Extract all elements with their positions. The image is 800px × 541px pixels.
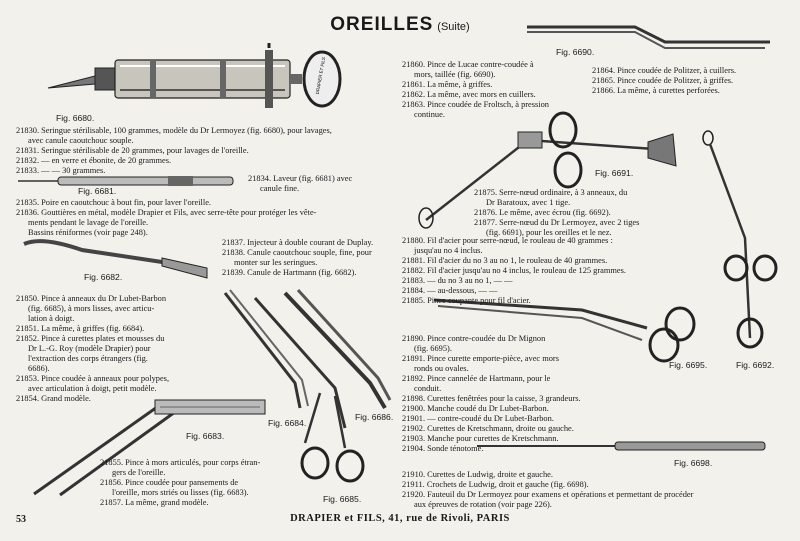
- entry: 21852. Pince à curettes plates et mousses du: [16, 334, 165, 343]
- fig-6691: Fig. 6691.: [595, 168, 634, 178]
- entry: 21863. Pince coudée de Froltsch, à pression: [402, 100, 549, 109]
- left-block-1: [16, 126, 396, 176]
- entry: 21861. La même, à griffes.: [402, 80, 493, 89]
- entry: ronds ou ovales.: [414, 364, 469, 373]
- entry: 21853. Pince coudée à anneaux pour polypes,: [16, 374, 170, 383]
- serre-noeud-vertical-illustration: [700, 128, 780, 358]
- fig-6692: Fig. 6692.: [736, 360, 775, 370]
- entry: 21890. Pince contre-coudée du Dr Mignon: [402, 334, 546, 343]
- syringe-illustration: [40, 40, 340, 110]
- entry: 21839. Canule de Hartmann (fig. 6682).: [222, 268, 357, 277]
- entry: 21837. Injecteur à double courant de Duplay.: [222, 238, 374, 247]
- right-block-2: [592, 66, 736, 96]
- left-block-3: [16, 198, 316, 238]
- entry: 21875. Serre-nœud ordinaire, à 3 anneaux, du: [474, 188, 628, 197]
- entry: 21860. Pince de Lucae contre-coudée à: [402, 60, 534, 69]
- right-block-1: [402, 60, 549, 120]
- publisher-footer: DRAPIER et FILS, 41, rue de Rivoli, PARIS: [290, 513, 510, 524]
- entry: canule fine.: [260, 184, 300, 193]
- entry: 21891. Pince curette emporte-pièce, avec mors: [402, 354, 559, 363]
- entry: 21831. Seringue stérilisable de 20 grammes, pour lavages de l'oreille.: [16, 146, 249, 155]
- entry: 21832. — en verre et ébonite, de 20 grammes.: [16, 156, 172, 165]
- entry: 21862. La même, avec mors en cuillers.: [402, 90, 536, 99]
- entry: avec canule caoutchouc souple.: [28, 136, 134, 145]
- page-number: 53: [16, 514, 26, 525]
- entry: 21833. — — 30 grammes.: [16, 166, 106, 175]
- entry: 21882. Fil d'acier jusqu'au no 4 inclus, le rouleau de 125 grammes.: [402, 266, 626, 275]
- syringe-engraving: DRAPIER ET FILS: [314, 56, 327, 95]
- entry: Bassins réniformes (voir page 248).: [28, 228, 148, 237]
- entry: 21865. Pince coudée de Politzer, à griffes.: [592, 76, 734, 85]
- entry: 21880. Fil d'acier pour serre-nœud, le rouleau de 40 grammes :: [402, 236, 613, 245]
- right-block-4: [402, 236, 626, 306]
- entry: 21901. — contre-coudé du Dr Lubet-Barbon.: [402, 414, 554, 423]
- entry: continue.: [414, 110, 445, 119]
- entry: Dr Baratoux, avec 1 tige.: [486, 198, 571, 207]
- entry: 21911. Crochets de Ludwig, droit et gauche (fig. 6698).: [402, 480, 589, 489]
- entry: 6686).: [28, 364, 50, 373]
- fig-6695: Fig. 6695.: [669, 360, 708, 370]
- entry: 21883. — du no 3 au no 1, — —: [402, 276, 513, 285]
- entry: 21885. Pince coupante pour fil d'acier.: [402, 296, 531, 305]
- entry: avec articulation à doigt, petit modèle.: [28, 384, 157, 393]
- entry: (fig. 6685), à mors lisses, avec articu-: [28, 304, 155, 313]
- entry: 21902. Curettes de Kretschmann, droite ou gauche.: [402, 424, 574, 433]
- entry: 21920. Fauteuil du Dr Lermoyez pour examens et opérations et permettant de procéder: [402, 490, 694, 499]
- left-block-5: [16, 294, 169, 404]
- fig-6686: Fig. 6686.: [355, 412, 394, 422]
- entry: mors, taillée (fig. 6690).: [414, 70, 496, 79]
- right-block-3: [474, 188, 639, 238]
- entry: 21884. — au-dessous, — —: [402, 286, 498, 295]
- entry: 21903. Manche pour curettes de Kretschmann.: [402, 434, 559, 443]
- fig-6681: Fig. 6681.: [78, 186, 117, 196]
- entry: jusqu'au no 4 inclus.: [414, 246, 483, 255]
- fig-6685: Fig. 6685.: [323, 494, 362, 504]
- entry: aux épreuves de rotation (voir page 226).: [414, 500, 552, 509]
- entry: 21838. Canule caoutchouc souple, fine, pour: [222, 248, 372, 257]
- laveur-illustration: [18, 174, 238, 188]
- entry: gers de l'oreille.: [112, 468, 166, 477]
- entry: 21830. Seringue stérilisable, 100 grammes, modèle du Dr Lermoyez (fig. 6680), pour lavages,: [16, 126, 332, 135]
- entry: 21900. Manche coudé du Dr Lubet-Barbon.: [402, 404, 549, 413]
- entry: 21866. La même, à curettes perforées.: [592, 86, 720, 95]
- entry: (fig. 6691), pour les oreilles et le nez.: [486, 228, 612, 237]
- entry: (fig. 6695).: [414, 344, 452, 353]
- entry: 21892. Pince cannelée de Hartmann, pour le: [402, 374, 551, 383]
- entry: Dr L.-G. Roy (modèle Drapier) pour: [28, 344, 151, 353]
- entry: 21855. Pince à mors articulés, pour corps étran-: [100, 458, 261, 467]
- entry: conduit.: [414, 384, 442, 393]
- fig-6684: Fig. 6684.: [268, 418, 307, 428]
- entry: 21836. Gouttières en métal, modèle Drapier et Fils, avec serre-tête pour protéger les vête-: [16, 208, 317, 217]
- entry: l'extraction des corps étrangers (fig.: [28, 354, 148, 363]
- right-block-5: [402, 334, 581, 454]
- entry: ments pendant le lavage de l'oreille.: [28, 218, 149, 227]
- fig-6683: Fig. 6683.: [186, 431, 225, 441]
- entry: 21854. Grand modèle.: [16, 394, 91, 403]
- entry: 21856. Pince coudée pour pansements de: [100, 478, 239, 487]
- entry: lation à doigt.: [28, 314, 75, 323]
- fig-6680: Fig. 6680.: [56, 113, 95, 123]
- entry: l'oreille, mors striés ou lisses (fig. 6683).: [112, 488, 249, 497]
- entry: 21881. Fil d'acier du no 3 au no 1, le rouleau de 40 grammes.: [402, 256, 608, 265]
- entry: 21877. Serre-nœud du Dr Lermoyez, avec 2 tiges: [474, 218, 640, 227]
- entry: monter sur les seringues.: [234, 258, 318, 267]
- fig-6698: Fig. 6698.: [674, 458, 713, 468]
- entry: 21898. Curettes fenêtrées pour la caisse, 3 grandeurs.: [402, 394, 581, 403]
- fig-6690: Fig. 6690.: [556, 47, 595, 57]
- entry: 21904. Sonde ténotome.: [402, 444, 484, 453]
- entry: 21864. Pince coudée de Politzer, à cuillers.: [592, 66, 737, 75]
- entry: 21876. Le même, avec écrou (fig. 6692).: [474, 208, 611, 217]
- fig-6682: Fig. 6682.: [84, 272, 123, 282]
- entry: 21910. Curettes de Ludwig, droite et gauche.: [402, 470, 553, 479]
- right-block-6: [402, 470, 693, 510]
- entry: 21834. Laveur (fig. 6681) avec: [248, 174, 353, 183]
- entry: 21850. Pince à anneaux du Dr Lubet-Barbon: [16, 294, 167, 303]
- title-main: OREILLES: [330, 14, 434, 35]
- left-block-4: [222, 238, 373, 278]
- entry: 21857. La même, grand modèle.: [100, 498, 209, 507]
- left-block-6: [100, 458, 260, 508]
- entry: 21835. Poire en caoutchouc à bout fin, pour laver l'oreille.: [16, 198, 212, 207]
- title-sub: (Suite): [437, 21, 470, 33]
- left-block-2: [248, 174, 352, 194]
- entry: 21851. La même, à griffes (fig. 6684).: [16, 324, 145, 333]
